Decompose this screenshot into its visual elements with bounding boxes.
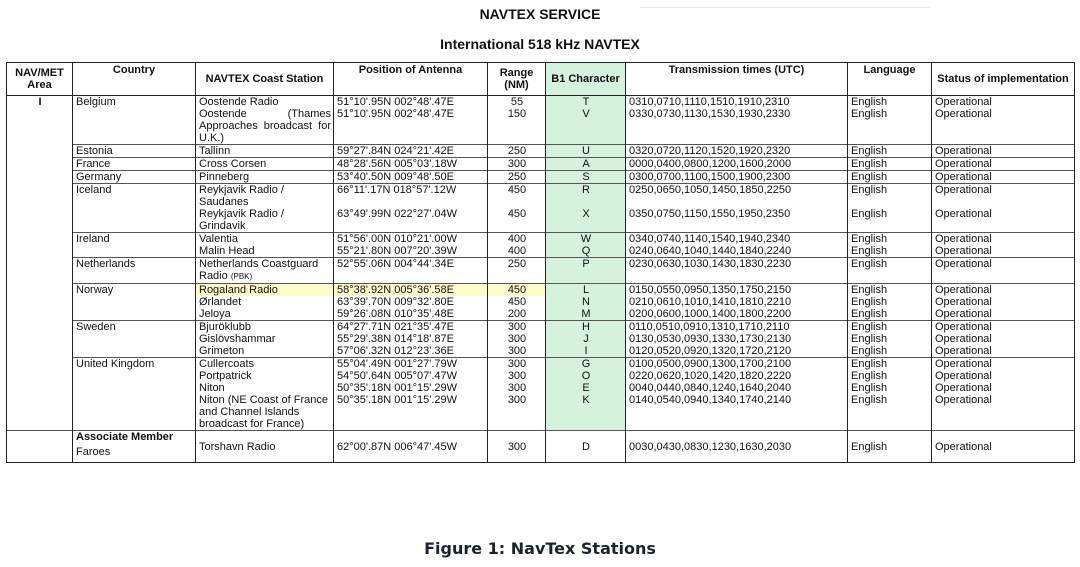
- station-name: Grimeton: [199, 345, 245, 357]
- station-name: Valentia: [199, 233, 238, 245]
- cell-status: Operational: [932, 258, 1075, 284]
- station-name: Rogaland Radio: [199, 284, 278, 296]
- associate-label: Associate Member: [76, 431, 174, 443]
- cell-range: 300: [488, 431, 546, 463]
- cell-status: Operational: [932, 108, 1075, 145]
- cell-country: Norway: [73, 284, 196, 297]
- cell-position: 58°38'.92N 005°36'.58E: [334, 284, 488, 297]
- table-row: [7, 345, 1075, 358]
- station-suffix: (PBK): [230, 272, 253, 281]
- cell-b1: G: [546, 358, 626, 371]
- cell-position: 50°35'.18N 001°15'.29W: [334, 382, 488, 394]
- associate-country: Faroes: [76, 446, 111, 458]
- cell-times: 0310,0710,1110,1510,1910,2310: [626, 96, 848, 109]
- cell-associate: [73, 431, 196, 463]
- cell-position: 62°00'.87N 006°47'.45W: [334, 431, 488, 463]
- header-country: Country: [73, 63, 196, 96]
- station-name: Malin Head: [199, 245, 255, 257]
- station-name: Pinneberg: [199, 171, 250, 183]
- table-row: [7, 158, 1075, 171]
- cell-range: 450: [488, 296, 546, 308]
- cell-times: 0220,0620,1020,1420,1820,2220: [626, 370, 848, 382]
- cell-times: 0330,0730,1130,1530,1930,2330: [626, 108, 848, 145]
- cell-status: Operational: [932, 321, 1075, 334]
- cell-position: 51°10'.95N 002°48'.47E: [334, 96, 488, 109]
- cell-status: Operational: [932, 158, 1075, 171]
- table-row: [7, 171, 1075, 184]
- cell-status: Operational: [932, 208, 1075, 233]
- cell-country: [73, 245, 196, 258]
- cell-station: [196, 296, 334, 308]
- cell-language: English: [848, 96, 932, 109]
- cell-station: [196, 308, 334, 321]
- cell-language: English: [848, 158, 932, 171]
- station-name: Netherlands Coastguard Radio: [199, 258, 319, 282]
- cell-station: [196, 158, 334, 171]
- cell-station: [196, 145, 334, 158]
- cell-b1: K: [546, 394, 626, 431]
- cell-language: English: [848, 333, 932, 345]
- cell-country: [73, 382, 196, 394]
- cell-b1: H: [546, 321, 626, 334]
- cell-position: 55°04'.49N 001°27'.79W: [334, 358, 488, 371]
- table-row: [7, 358, 1075, 371]
- cell-station: [196, 321, 334, 334]
- cell-station: [196, 184, 334, 209]
- cell-position: 66°11'.17N 018°57'.12W: [334, 184, 488, 209]
- cell-country: United Kingdom: [73, 358, 196, 371]
- cell-status: Operational: [932, 382, 1075, 394]
- cell-position: 48°28'.56N 005°03'.18W: [334, 158, 488, 171]
- header-position: Position of Antenna: [334, 63, 488, 96]
- cell-times: 0120,0520,0920,1320,1720,2120: [626, 345, 848, 358]
- cell-country: [73, 333, 196, 345]
- cell-range: 300: [488, 382, 546, 394]
- cell-times: 0320,0720,1120,1520,1920,2320: [626, 145, 848, 158]
- cell-range: 450: [488, 184, 546, 209]
- cell-position: 54°50'.64N 005°07'.47W: [334, 370, 488, 382]
- cell-status: Operational: [932, 308, 1075, 321]
- cell-country: Estonia: [73, 145, 196, 158]
- cell-station: [196, 108, 334, 145]
- page-title: NAVTEX SERVICE: [479, 6, 601, 22]
- figure-caption: Figure 1: NavTex Stations: [424, 539, 656, 558]
- table-row: [7, 284, 1075, 297]
- cell-range: 300: [488, 394, 546, 431]
- cell-language: English: [848, 358, 932, 371]
- cell-range: 400: [488, 245, 546, 258]
- cell-status: Operational: [932, 370, 1075, 382]
- cell-country: France: [73, 158, 196, 171]
- cell-position: 51°10'.95N 002°48'.47E: [334, 108, 488, 145]
- cell-status: Operational: [932, 284, 1075, 297]
- cell-position: 63°39'.70N 009°32'.80E: [334, 296, 488, 308]
- cell-country: [73, 296, 196, 308]
- cell-times: 0000,0400,0800,1200,1600,2000: [626, 158, 848, 171]
- cell-language: English: [848, 258, 932, 284]
- station-name: Gislövshammar: [199, 333, 276, 345]
- table-row: [7, 370, 1075, 382]
- cell-b1: L: [546, 284, 626, 297]
- navtex-stations-table: [6, 62, 1075, 463]
- cell-times: 0230,0630,1030,1430,1830,2230: [626, 258, 848, 284]
- cell-b1: S: [546, 171, 626, 184]
- cell-status: Operational: [932, 296, 1075, 308]
- cell-range: 250: [488, 171, 546, 184]
- station-name: Oostende (Thames Approaches broadcast for U.K.): [199, 108, 331, 144]
- cell-station: [196, 333, 334, 345]
- table-row: [7, 333, 1075, 345]
- cell-country: [73, 370, 196, 382]
- table-row: [7, 258, 1075, 284]
- cell-b1: A: [546, 158, 626, 171]
- cell-b1: I: [546, 345, 626, 358]
- station-name: Bjuröklubb: [199, 321, 251, 333]
- cell-station: [196, 171, 334, 184]
- header-status: Status of implementation: [932, 63, 1075, 96]
- cell-country: Iceland: [73, 184, 196, 209]
- cell-area: I: [7, 96, 73, 431]
- cell-position: 64°27'.71N 021°35'.47E: [334, 321, 488, 334]
- cell-times: 0250,0650,1050,1450,1850,2250: [626, 184, 848, 209]
- header-language: Language: [848, 63, 932, 96]
- cell-language: English: [848, 308, 932, 321]
- table-row: [7, 394, 1075, 431]
- cell-range: 200: [488, 308, 546, 321]
- cell-area-empty: [7, 431, 73, 463]
- cell-station: [196, 258, 334, 284]
- associate-row: [7, 431, 1075, 463]
- cell-language: English: [848, 296, 932, 308]
- cell-range: 400: [488, 233, 546, 246]
- cell-country: [73, 394, 196, 431]
- cell-country: Netherlands: [73, 258, 196, 284]
- cell-times: 0240,0640,1040,1440,1840,2240: [626, 245, 848, 258]
- cell-range: 300: [488, 333, 546, 345]
- cell-b1: X: [546, 208, 626, 233]
- cell-country: [73, 308, 196, 321]
- cell-position: 59°26'.08N 010°35'.48E: [334, 308, 488, 321]
- cell-range: 250: [488, 258, 546, 284]
- cell-times: 0210,0610,1010,1410,1810,2210: [626, 296, 848, 308]
- cell-language: English: [848, 208, 932, 233]
- cell-station: [196, 382, 334, 394]
- cell-status: Operational: [932, 145, 1075, 158]
- cell-b1: M: [546, 308, 626, 321]
- cell-language: English: [848, 382, 932, 394]
- cell-b1: R: [546, 184, 626, 209]
- cell-times: 0110,0510,0910,1310,1710,2110: [626, 321, 848, 334]
- cell-times: 0340,0740,1140,1540,1940,2340: [626, 233, 848, 246]
- cell-language: English: [848, 145, 932, 158]
- table-row: [7, 208, 1075, 233]
- cell-times: 0040,0440,0840,1240,1640,2040: [626, 382, 848, 394]
- cell-country: Germany: [73, 171, 196, 184]
- page-subtitle: International 518 kHz NAVTEX: [440, 36, 640, 52]
- cell-times: 0130,0530,0930,1330,1730,2130: [626, 333, 848, 345]
- cell-station: [196, 345, 334, 358]
- table-row: [7, 382, 1075, 394]
- cell-range: 300: [488, 158, 546, 171]
- cell-range: 55: [488, 96, 546, 109]
- cell-status: Operational: [932, 345, 1075, 358]
- cell-times: 0350,0750,1150,1550,1950,2350: [626, 208, 848, 233]
- cell-position: 51°56'.00N 010°21'.00W: [334, 233, 488, 246]
- cell-language: English: [848, 370, 932, 382]
- cell-status: Operational: [932, 184, 1075, 209]
- station-name: Ørlandet: [199, 296, 242, 308]
- cell-range: 300: [488, 370, 546, 382]
- station-name: Reykjavik Radio / Saudanes: [199, 184, 284, 208]
- cell-station: [196, 370, 334, 382]
- cell-position: 57°06'.32N 012°23'.36E: [334, 345, 488, 358]
- cell-station: [196, 394, 334, 431]
- header-range: Range (NM): [488, 63, 546, 96]
- cell-language: English: [848, 245, 932, 258]
- cell-language: English: [848, 108, 932, 145]
- cell-station: [196, 208, 334, 233]
- cell-range: 150: [488, 108, 546, 145]
- cell-range: 300: [488, 321, 546, 334]
- header-times: Transmission times (UTC): [626, 63, 848, 96]
- table-row: [7, 184, 1075, 209]
- cell-language: English: [848, 321, 932, 334]
- cell-station: [196, 96, 334, 109]
- cell-range: 300: [488, 345, 546, 358]
- cell-range: 450: [488, 208, 546, 233]
- cell-status: Operational: [932, 358, 1075, 371]
- cell-position: 53°40'.50N 009°48'.50E: [334, 171, 488, 184]
- cell-country: Ireland: [73, 233, 196, 246]
- cell-language: English: [848, 394, 932, 431]
- cell-position: 55°21'.80N 007°20'.39W: [334, 245, 488, 258]
- station-name: Tallinn: [199, 145, 231, 157]
- cell-times: 0150,0550,0950,1350,1750,2150: [626, 284, 848, 297]
- cell-status: Operational: [932, 245, 1075, 258]
- cell-station: [196, 284, 334, 297]
- cell-status: Operational: [932, 394, 1075, 431]
- station-name: Oostende Radio: [199, 96, 279, 108]
- table-row: [7, 233, 1075, 246]
- header-b1: B1 Character: [546, 63, 626, 96]
- cell-b1: D: [546, 431, 626, 463]
- cell-position: 59°27'.84N 024°21'.42E: [334, 145, 488, 158]
- station-name: Jeloya: [199, 308, 231, 320]
- cell-b1: O: [546, 370, 626, 382]
- cell-times: 0140,0540,0940,1340,1740,2140: [626, 394, 848, 431]
- cell-b1: W: [546, 233, 626, 246]
- cell-country: [73, 345, 196, 358]
- cell-range: 250: [488, 145, 546, 158]
- cell-b1: J: [546, 333, 626, 345]
- cell-status: Operational: [932, 233, 1075, 246]
- cell-language: English: [848, 345, 932, 358]
- cell-position: 63°49'.99N 022°27'.04W: [334, 208, 488, 233]
- station-name: Cullercoats: [199, 358, 255, 370]
- cell-b1: Q: [546, 245, 626, 258]
- table-row: [7, 296, 1075, 308]
- table-row: [7, 321, 1075, 334]
- cell-times: 0300,0700,1100,1500,1900,2300: [626, 171, 848, 184]
- cell-b1: U: [546, 145, 626, 158]
- header-area: NAV/MET Area: [7, 63, 73, 96]
- cell-position: 55°29'.38N 014°18'.87E: [334, 333, 488, 345]
- table-row: [7, 96, 1075, 109]
- cell-language: English: [848, 284, 932, 297]
- cell-station: [196, 358, 334, 371]
- cell-language: English: [848, 233, 932, 246]
- table-row: [7, 308, 1075, 321]
- cell-b1: V: [546, 108, 626, 145]
- cell-country: Belgium: [73, 96, 196, 109]
- cell-times: 0030,0430,0830,1230,1630,2030: [626, 431, 848, 463]
- cell-station: [196, 233, 334, 246]
- cell-times: 0100,0500,0900,1300,1700,2100: [626, 358, 848, 371]
- table-row: [7, 245, 1075, 258]
- cell-b1: P: [546, 258, 626, 284]
- cell-language: English: [848, 431, 932, 463]
- cell-status: Operational: [932, 96, 1075, 109]
- cell-country: [73, 108, 196, 145]
- station-name: Niton (NE Coast of France and Channel Islands broadcast for France): [199, 394, 328, 430]
- cell-position: 50°35'.18N 001°15'.29W: [334, 394, 488, 431]
- station-name: Reykjavik Radio / Grindavik: [199, 208, 284, 232]
- cell-b1: E: [546, 382, 626, 394]
- cell-status: Operational: [932, 171, 1075, 184]
- cell-b1: N: [546, 296, 626, 308]
- cell-range: 300: [488, 358, 546, 371]
- cell-b1: T: [546, 96, 626, 109]
- cell-language: English: [848, 171, 932, 184]
- header-station: NAVTEX Coast Station: [196, 63, 334, 96]
- cell-language: English: [848, 184, 932, 209]
- station-name: Cross Corsen: [199, 158, 267, 170]
- table-row: [7, 108, 1075, 145]
- cell-country: Sweden: [73, 321, 196, 334]
- cell-country: [73, 208, 196, 233]
- cell-station: Torshavn Radio: [196, 431, 334, 463]
- cell-times: 0200,0600,1000,1400,1800,2200: [626, 308, 848, 321]
- cell-station: [196, 245, 334, 258]
- cell-range: 450: [488, 284, 546, 297]
- cell-position: 52°55'.06N 004°44'.34E: [334, 258, 488, 284]
- station-name: Portpatrick: [199, 370, 252, 382]
- station-name: Niton: [199, 382, 225, 394]
- table-row: [7, 145, 1075, 158]
- cell-status: Operational: [932, 333, 1075, 345]
- table-header-row: [7, 63, 1075, 96]
- cell-status: Operational: [932, 431, 1075, 463]
